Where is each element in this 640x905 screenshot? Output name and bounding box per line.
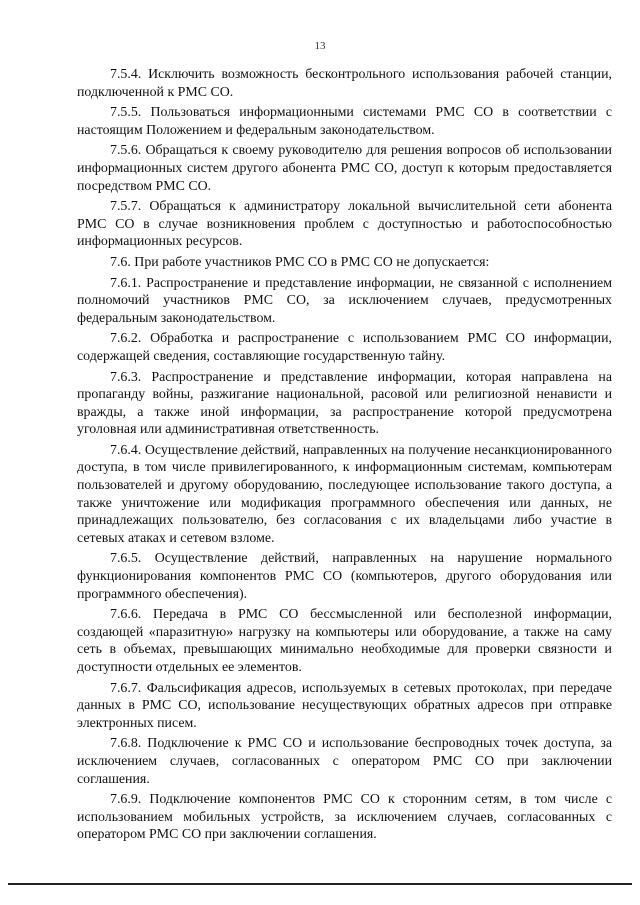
paragraph-7-5-7: 7.5.7. Обращаться к администратору локальной вычислительной сети абонента РМС СО в случае возникновения проблем с доступностью и работоспособностью информационных ресурсов. <box>77 199 612 250</box>
paragraph-7-6-9: 7.6.9. Подключение компонентов РМС СО к сторонним сетям, в том числе с использованием мобильных устройств, за исключением случаев, согласованных с оператором РМС СО при заключении соглашения. <box>77 792 612 843</box>
paragraph-7-6-6: 7.6.6. Передача в РМС СО бессмысленной или бесполезной информации, создающей «паразитную» нагрузку на компьютеры или оборудование, а также на саму сеть в объемах, превышающих минимально необходимые для проверки связности и доступности отдельных ее элементов. <box>77 607 612 675</box>
paragraph-7-6-4: 7.6.4. Осуществление действий, направленных на получение несанкционированного доступа, в том числе привилегированного, к информационным системам, компьютерам пользователей и другому оборудованию, последующее использование такого доступа, а также уничтожение или модификация программного обеспечения или данных, не принадлежащих пользователю, без согласования с их владельцами либо участие в сетевых атаках и сетевом взломе. <box>77 442 612 546</box>
paragraph-7-6-5: 7.6.5. Осуществление действий, направленных на нарушение нормального функционирования компонентов РМС СО (компьютеров, другого оборудования или программного обеспечения). <box>77 551 612 602</box>
document-body <box>77 66 612 847</box>
page-number: 13 <box>314 40 326 52</box>
footer-rule <box>8 883 632 885</box>
paragraph-7-6-3: 7.6.3. Распространение и представление информации, которая направлена на пропаганду войны, разжигание национальной, расовой или религиозной ненависти и вражды, а также иной информации, за распространение которой предусмотрена уголовная или административная ответственность. <box>77 369 612 438</box>
paragraph-7-5-4: 7.5.4. Исключить возможность бесконтрольного использования рабочей станции, подключенной к РМС СО. <box>77 67 612 100</box>
paragraph-7-6-1: 7.6.1. Распространение и представление информации, не связанной с исполнением полномочий участников РМС СО, за исключением случаев, предусмотренных федеральным законодательством. <box>77 275 612 326</box>
paragraph-7-6-7: 7.6.7. Фальсификация адресов, используемых в сетевых протоколах, при передаче данных в РМС СО, использование несуществующих обратных адресов при отправке электронных писем. <box>77 680 612 731</box>
paragraph-7-6-8: 7.6.8. Подключение к РМС СО и использование беспроводных точек доступа, за исключением случаев, согласованных с оператором РМС СО при заключении соглашения. <box>77 736 612 787</box>
paragraph-7-6-2: 7.6.2. Обработка и распространение с использованием РМС СО информации, содержащей сведения, составляющие государственную тайну. <box>77 331 612 364</box>
paragraph-7-5-5: 7.5.5. Пользоваться информационными системами РМС СО в соответствии с настоящим Положением и федеральным законодательством. <box>77 105 612 138</box>
paragraph-7-5-6: 7.5.6. Обращаться к своему руководителю для решения вопросов об использовании информационных систем другого абонента РМС СО, доступ к которым предоставляется посредством РМС СО. <box>77 143 612 194</box>
paragraph-7-6: 7.6. При работе участников РМС СО в РМС СО не допускается: <box>110 254 490 270</box>
